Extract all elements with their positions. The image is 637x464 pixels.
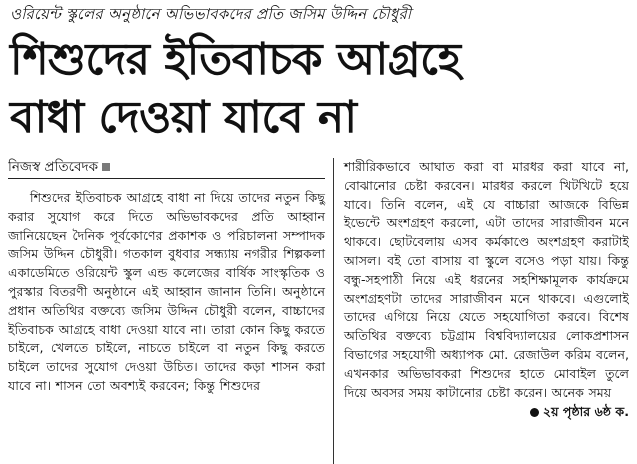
- headline-line-2: বাধা দেওয়া যাবে না: [10, 92, 357, 143]
- continuation-note: [344, 402, 629, 421]
- right-column: [334, 158, 629, 464]
- article-columns: [8, 158, 629, 464]
- headline-line-1: শিশুদের ইতিবাচক আগ্রহে: [10, 34, 461, 85]
- kicker-line: ওরিয়েন্ট স্কুলের অনুষ্ঠানে অভিভাবকদের প্রতি জসিম উদ্দিন চৌধুরী: [10, 5, 412, 23]
- right-column-body: শারীরিকভাবে আঘাত করা বা মারধর করা যাবে না, বোঝানোর চেষ্টা করবেন। মারধর করলে খিটখিটে হয়ে যাবে। তিনি বলেন, এই যে বাচ্চারা আজকে বিভিন্ন ইভেন্টে অংশগ্রহণ করলো, এটা তাদের সারাজীবন মনে থাকবে। ছোটবেলায় এসব কর্মকাণ্ডে অংশগ্রহণ করাটাই আসল। বই তো বাসায় বা স্কুলে বসেও পড়া যায়। কিন্তু বন্ধু-সহপাঠী নিয়ে এই ধরনের সহশিক্ষামূলক কার্যক্রমে অংশগ্রহণটা তাদের সারাজীবন মনে থাকবে। এগুলোই তাদের এগিয়ে নিয়ে যেতে সহযোগিতা করবে। বিশেষ অতিথির বক্তব্যে চট্টগ্রাম বিশ্ববিদ্যালয়ের লোকপ্রশাসন বিভাগের সহযোগী অধ্যাপক মো. রেজাউল করিম বলেন, এখনকার অভিভাবকরা শিশুদের হাতে মোবাইল তুলে দিয়ে অবসর সময় কাটানোর চেষ্টা করেন। অনেক সময়: [344, 159, 629, 400]
- left-column-body: শিশুদের ইতিবাচক আগ্রহে বাধা না দিয়ে তাদের নতুন কিছু করার সুযোগ করে দিতে অভিভাবকদের প্রতি আহ্বান জানিয়েছেন দৈনিক পূর্বকোণের প্রকাশক ও পরিচালনা সম্পাদক জসিম উদ্দিন চৌধুরী। গতকাল বুধবার সন্ধ্যায় নগরীর শিল্পকলা একাডেমিতে ওরিয়েন্ট স্কুল এন্ড কলেজের বার্ষিক সাংস্কৃতিক ও পুরস্কার বিতরণী অনুষ্ঠানে এই আহ্বান জানান তিনি। অনুষ্ঠানে প্রধান অতিথির বক্তব্যে জসিম উদ্দিন চৌধুরী বলেন, বাচ্চাদের ইতিবাচক আগ্রহে বাধা দেওয়া যাবে না। তারা কোন কিছু করতে চাইলে, খেলতে চাইলে, নাচতে চাইলে বা নতুন কিছু করতে চাইলে তাদের সুযোগ দেওয়া উচিত। তাদের কড়া শাসন করা যাবে না। শাসন তো অবশ্যই করবেন; কিন্তু শিশুদের: [8, 190, 325, 393]
- bullet-dot-icon: [530, 408, 539, 417]
- square-bullet-icon: [102, 163, 110, 171]
- left-column: [8, 158, 333, 464]
- byline-text: নিজস্ব প্রতিবেদক: [8, 159, 99, 175]
- continuation-text: ২য় পৃষ্ঠার ৬ষ্ঠ ক.: [542, 404, 629, 420]
- byline: [8, 158, 325, 179]
